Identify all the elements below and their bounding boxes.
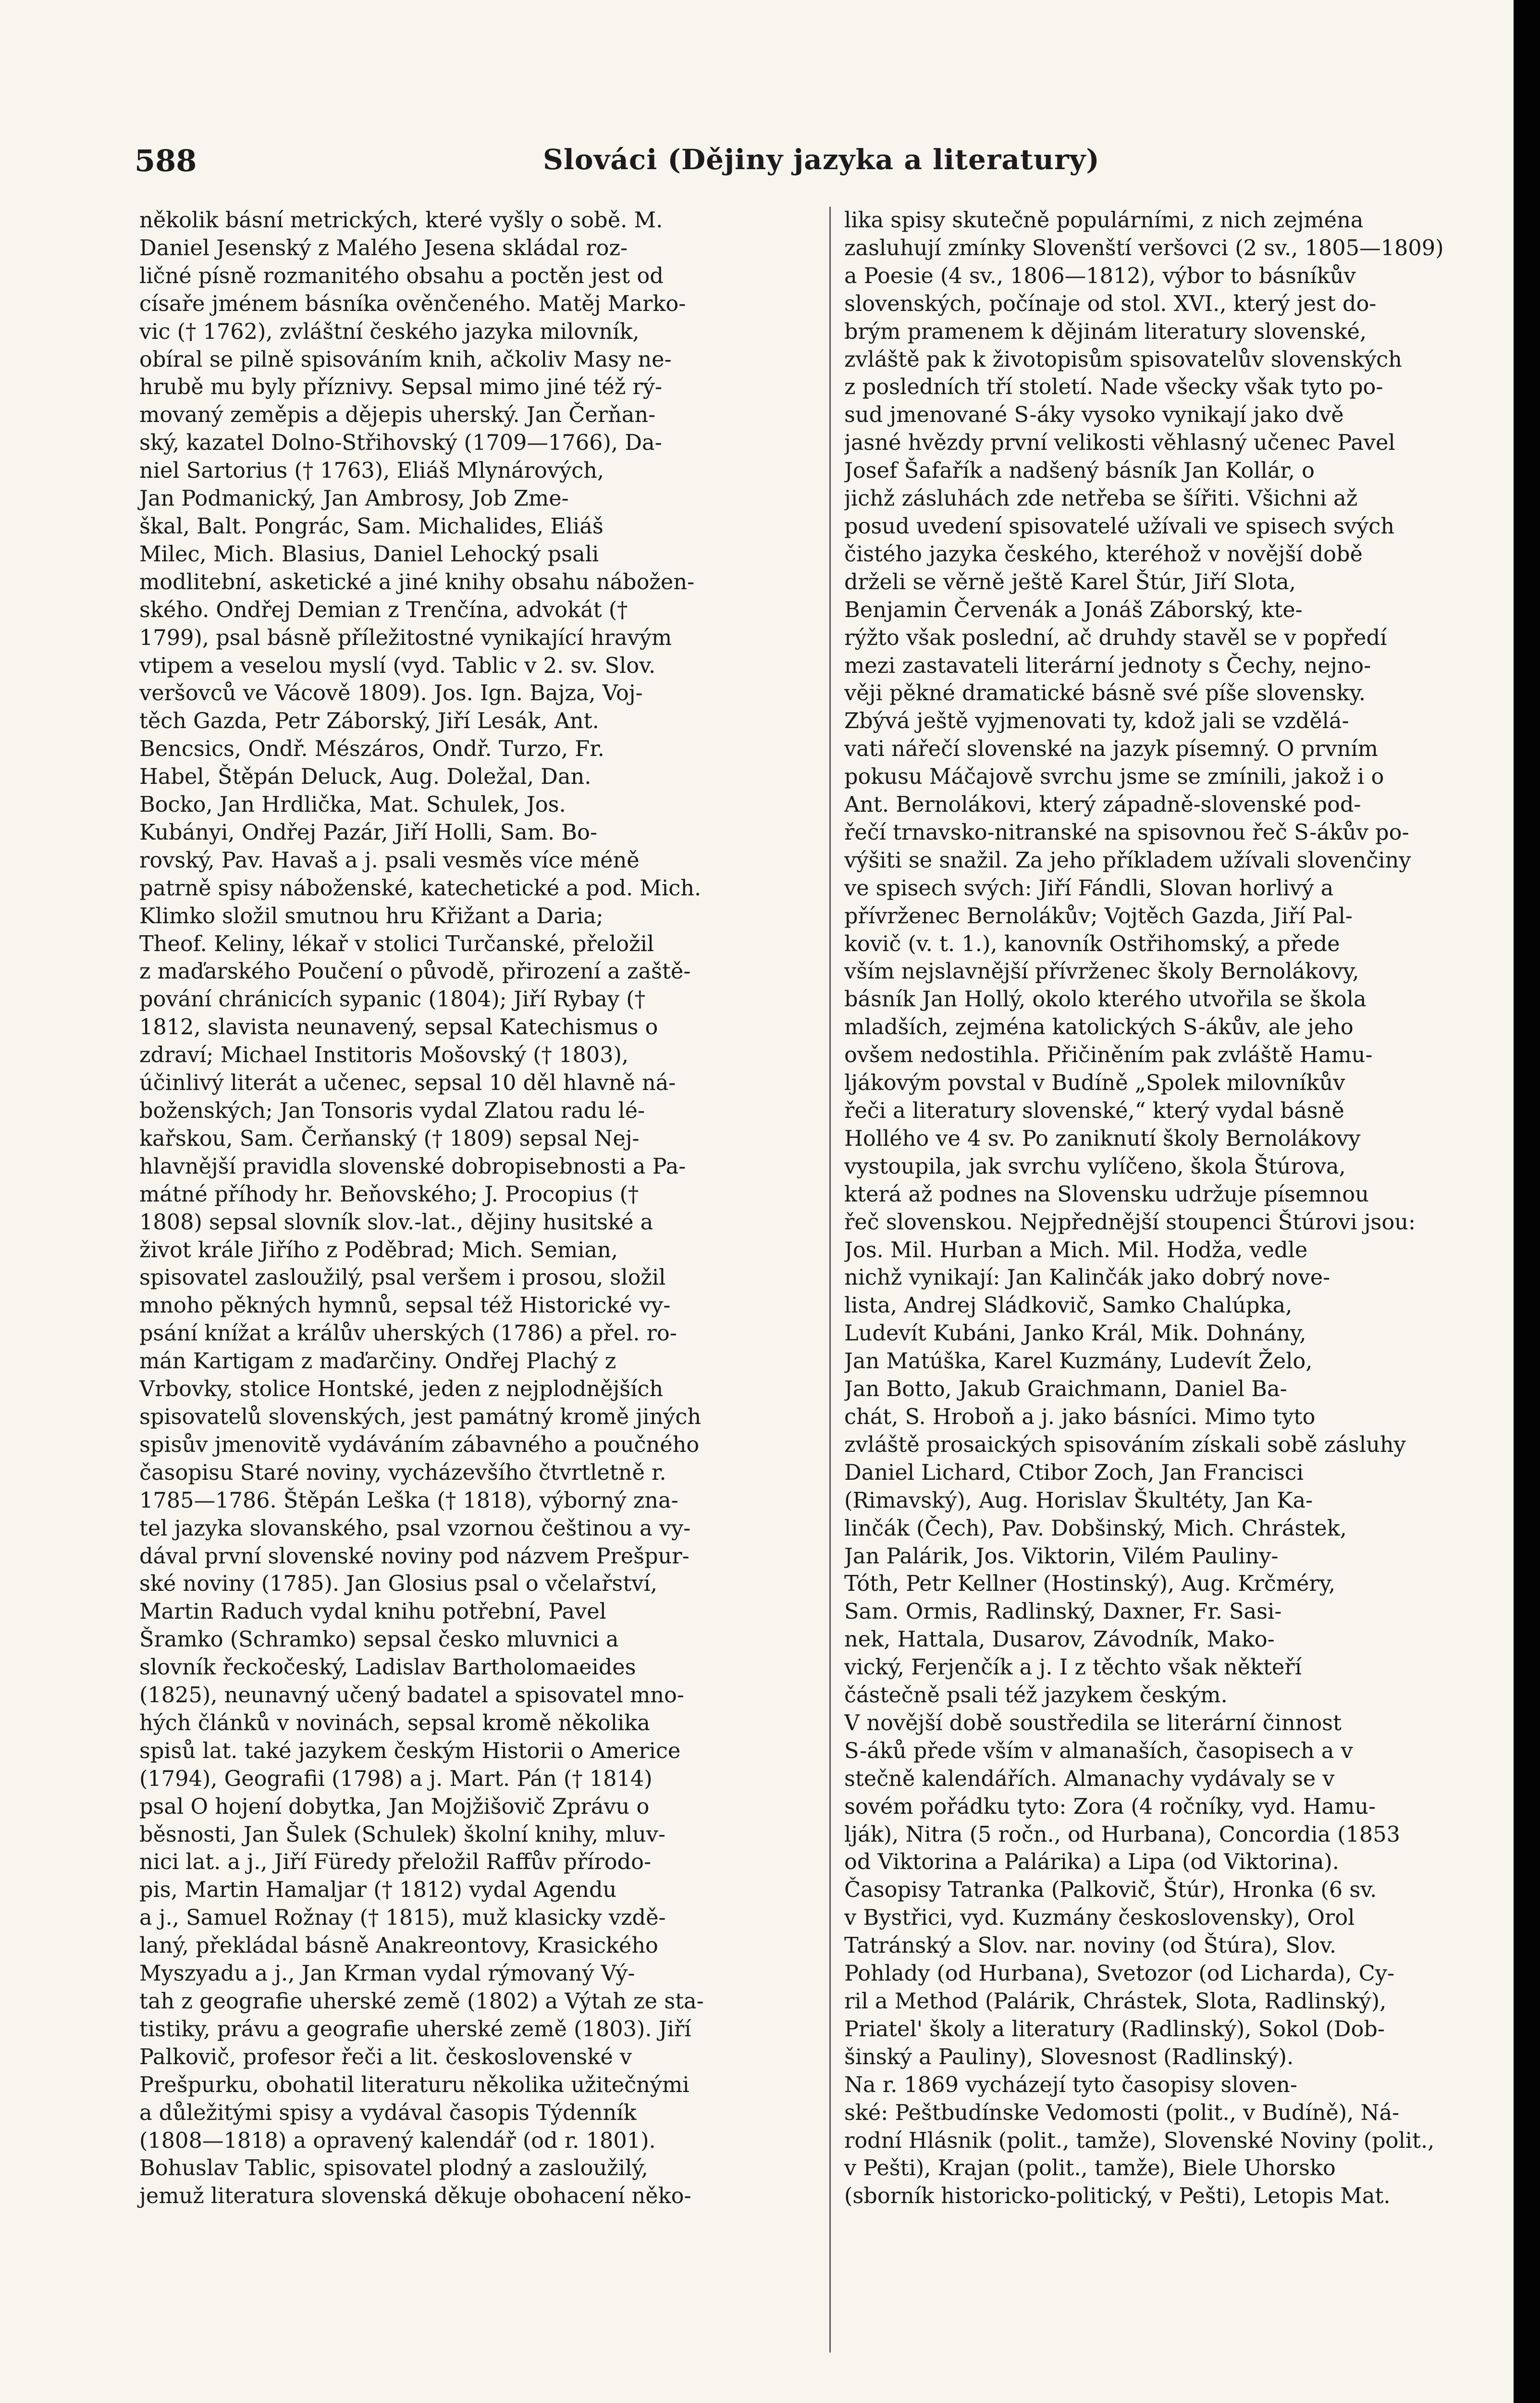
page-number: 588	[135, 143, 197, 178]
column-divider	[829, 207, 831, 2353]
text-column-right: lika spisy skutečně populárními, z nich zejména zasluhují zmínky Slovenští veršovci (2 sv., 1805—1809) a Poesie (4 sv., 1806—1812), výbor to básníkův slovenských, počínaje od stol. XVI., který jest do- brým pramenem k dějinám literatury slovenské, zvláště pak k životopisům spisovatelův slovenských z posledních tří století. Nade všecky však tyto po- sud jmenované S-áky vysoko vynikají jako dvě jasné hvězdy první velikosti věhlasný učenec Pavel Josef Šafařík a nadšený básník Jan Kollár, o jichž zásluhách zde netřeba se šířiti. Všichni až posud uvedení spisovatelé užívali ve spisech svých čistého jazyka českého, kteréhož v novější době drželi se věrně ještě Karel Štúr, Jiří Slota, Benjamin Červenák a Jonáš Záborský, kte- rýžto však poslední, ač druhdy stavěl se v popředí mezi zastavateli literární jednoty s Čechy, nejno- věji pěkné dramatické básně své píše slovensky. Zbývá ještě vyjmenovati ty, kdož jali se vzdělá- vati nářečí slovenské na jazyk písemný. O prvním pokusu Máčajově svrchu jsme se zmínili, jakož i o Ant. Bernolákovi, který západně-slovenské pod- řečí trnavsko-nitranské na spisovnou řeč S-ákův po- výšiti se snažil. Za jeho příkladem užívali slovenčiny ve spisech svých: Jiří Fándli, Slovan horlivý a přívrženec Bernolákův; Vojtěch Gazda, Jiří Pal- kovič (v. t. 1.), kanovník Ostřihomský, a přede vším nejslavnější přívrženec školy Bernolákovy, básník Jan Hollý, okolo kterého utvořila se škola mladších, zejména katolických S-ákův, ale jeho ovšem nedostihla. Přičiněním pak zvláště Hamu- ljákovým povstal v Budíně „Spolek milovníkův řeči a literatury slovenské,“ který vydal básně Hollého ve 4 sv. Po zaniknutí školy Bernolákovy vystoupila, jak svrchu vylíčeno, škola Štúrova, která až podnes na Slovensku udržuje písemnou řeč slovenskou. Nejpřednější stoupenci Štúrovi jsou: Jos. Mil. Hurban a Mich. Mil. Hodža, vedle nichž vynikají: Jan Kalinčák jako dobrý nove- lista, Andrej Sládkovič, Samko Chalúpka, Ludevít Kubáni, Janko Král, Mik. Dohnány, Jan Matúška, Karel Kuzmány, Ludevít Želo, Jan Botto, Jakub Graichmann, Daniel Ba- chát, S. Hroboň a j. jako básníci. Mimo tyto zvláště prosaických spisováním získali sobě zásluhy Daniel Lichard, Ctibor Zoch, Jan Francisci (Rimavský), Aug. Horislav Škultéty, Jan Ka- linčák (Čech), Pav. Dobšinský, Mich. Chrástek, Jan Palárik, Jos. Viktorin, Vilém Pauliny- Tóth, Petr Kellner (Hostinský), Aug. Krčméry, Sam. Ormis, Radlinský, Daxner, Fr. Sasi- nek, Hattala, Dusarov, Závodník, Mako- vický, Ferjenčík a j. I z těchto však někteří částečně psali též jazykem českým. V novější době soustředila se literární činnost S-áků přede vším v almanaších, časopisech a v stečně kalendářích. Almanachy vydávaly se v sovém pořádku tyto: Zora (4 ročníky, vyd. Hamu- lják), Nitra (5 ročn., od Hurbana), Concordia (1853 od Viktorina a Palárika) a Lipa (od Viktorina). Časopisy Tatranka (Palkovič, Štúr), Hronka (6 sv. v Bystřici, vyd. Kuzmány československy), Orol Tatránský a Slov. nar. noviny (od Štúra), Slov. Pohlady (od Hurbana), Svetozor (od Licharda), Cy- ril a Method (Palárik, Chrástek, Slota, Radlinský), Priatel' školy a literatury (Radlinský), Sokol (Dob- šinský a Pauliny), Slovesnost (Radlinský). Na r. 1869 vycházejí tyto časopisy sloven- ské: Peštbudínske Vedomosti (polit., v Budíně), Ná- rodní Hlásnik (polit., tamže), Slovenské Noviny (polit., v Pešti), Krajan (polit., tamže), Biele Uhorsko (sborník historicko-politický, v Pešti), Letopis Mat.	[844, 208, 1444, 2209]
page-header	[135, 143, 1466, 182]
running-title: Slováci (Dějiny jazyka a literatury)	[543, 143, 1100, 176]
text-column-left: několik básní metrických, které vyšly o sobě. M. Daniel Jesenský z Malého Jesena skládal roz- ličné písně rozmanitého obsahu a poctěn jest od císaře jménem básníka ověnčeného. Matěj Marko- vic († 1762), zvláštní českého jazyka milovník, obíral se pilně spisováním knih, ačkoliv Masy ne- hrubě mu byly příznivy. Sepsal mimo jiné též rý- movaný zeměpis a dějepis uherský. Jan Čerňan- ský, kazatel Dolno-Střihovský (1709—1766), Da- niel Sartorius († 1763), Eliáš Mlynárových, Jan Podmanický, Jan Ambrosy, Job Zme- škal, Balt. Pongrác, Sam. Michalides, Eliáš Milec, Mich. Blasius, Daniel Lehocký psali modlitební, asketické a jiné knihy obsahu nábožen- ského. Ondřej Demian z Trenčína, advokát († 1799), psal básně příležitostné vynikající hravým vtipem a veselou myslí (vyd. Tablic v 2. sv. Slov. veršovců ve Vácově 1809). Jos. Ign. Bajza, Voj- těch Gazda, Petr Záborský, Jiří Lesák, Ant. Bencsics, Ondř. Mészáros, Ondř. Turzo, Fr. Habel, Štěpán Deluck, Aug. Doležal, Dan. Bocko, Jan Hrdlička, Mat. Schulek, Jos. Kubányi, Ondřej Pazár, Jiří Holli, Sam. Bo- rovský, Pav. Havaš a j. psali vesměs více méně patrně spisy náboženské, katechetické a pod. Mich. Klimko složil smutnou hru Křižant a Daria; Theof. Keliny, lékař v stolici Turčanské, přeložil z maďarského Poučení o původě, přirození a zaště- pování chránicích sypanic (1804); Jiří Rybay († 1812, slavista neunavený, sepsal Katechismus o zdraví; Michael Institoris Mošovský († 1803), účinlivý literát a učenec, sepsal 10 děl hlavně ná- boženských; Jan Tonsoris vydal Zlatou radu lé- kařskou, Sam. Čerňanský († 1809) sepsal Nej- hlavnější pravidla slovenské dobropisebnosti a Pa- mátné příhody hr. Beňovského; J. Procopius († 1808) sepsal slovník slov.-lat., dějiny husitské a život krále Jiřího z Poděbrad; Mich. Semian, spisovatel zasloužilý, psal veršem i prosou, složil mnoho pěkných hymnů, sepsal též Historické vy- psání knížat a králův uherských (1786) a přel. ro- mán Kartigam z maďarčiny. Ondřej Plachý z Vrbovky, stolice Hontské, jeden z nejplodnějších spisovatelů slovenských, jest památný kromě jiných spisův jmenovitě vydáváním zábavného a poučného časopisu Staré noviny, vycházevšího čtvrtletně r. 1785—1786. Štěpán Leška († 1818), výborný zna- tel jazyka slovanského, psal vzornou češtinou a vy- dával první slovenské noviny pod názvem Prešpur- ské noviny (1785). Jan Glosius psal o včelařství, Martin Raduch vydal knihu potřební, Pavel Šramko (Schramko) sepsal česko mluvnici a slovník řeckočeský, Ladislav Bartholomaeides (1825), neunavný učený badatel a spisovatel mno- hých článků v novinách, sepsal kromě několika spisů lat. také jazykem českým Historii o Americe (1794), Geografii (1798) a j. Mart. Pán († 1814) psal O hojení dobytka, Jan Mojžišovič Zprávu o běsnosti, Jan Šulek (Schulek) školní knihy, mluv- nici lat. a j., Jiří Füredy přeložil Raffův přírodo- pis, Martin Hamaljar († 1812) vydal Agendu a j., Samuel Rožnay († 1815), muž klasicky vzdě- laný, překládal básně Anakreontovy, Krasického Myszyadu a j., Jan Krman vydal rýmovaný Vý- tah z geografie uherské země (1802) a Výtah ze sta- tistiky, právu a geografie uherské země (1803). Jiří Palkovič, profesor řeči a lit. československé v Prešpurku, obohatil literaturu několika užitečnými a důležitými spisy a vydával časopis Týdenník (1808—1818) a opravený kalendář (od r. 1801). Bohuslav Tablic, spisovatel plodný a zasloužilý, jemuž literatura slovenská děkuje obohacení něko-	[139, 208, 704, 2209]
